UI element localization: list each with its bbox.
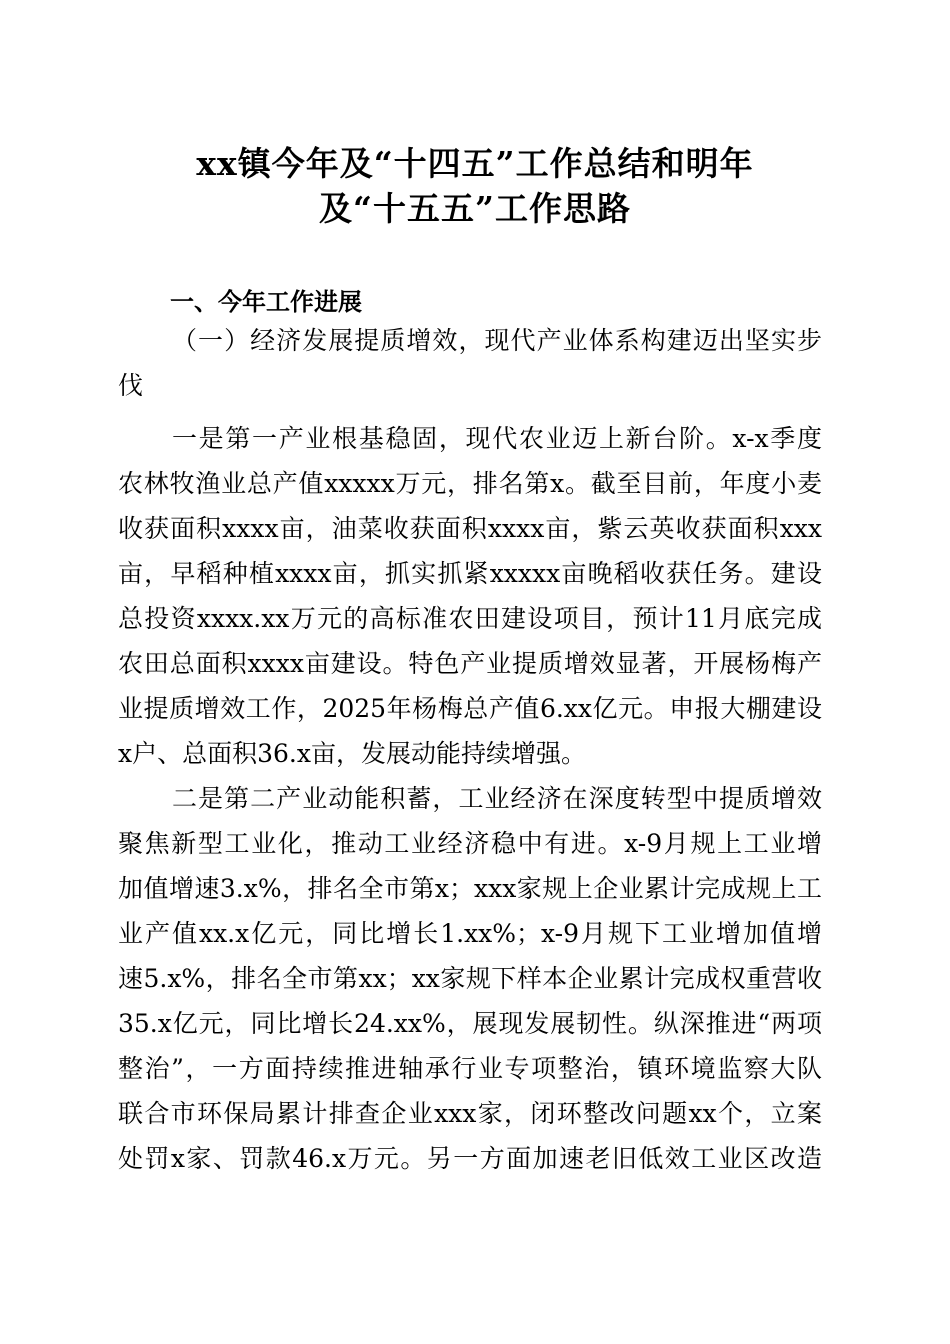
subheading-line-2: 伐 xyxy=(118,371,144,400)
paragraph-line: 农林牧渔业总产值xxxxx万元，排名第x。截至目前，年度小麦 xyxy=(118,469,822,498)
paragraph-line: 亩，早稻种植xxxx亩，抓实抓紧xxxxx亩晚稻收获任务。建设 xyxy=(118,559,822,588)
title-line-1: xx镇今年及“十四五”工作总结和明年 xyxy=(196,144,754,183)
paragraph-line: 整治”，一方面持续推进轴承行业专项整治，镇环境监察大队 xyxy=(118,1054,822,1083)
paragraph-line: 聚焦新型工业化，推动工业经济稳中有进。x-9月规上工业增 xyxy=(118,829,822,858)
paragraph-line: 处罚x家、罚款46.x万元。另一方面加速老旧低效工业区改造 xyxy=(118,1144,822,1173)
paragraph-line: 一是第一产业根基稳固，现代农业迈上新台阶。x-x季度 xyxy=(172,424,822,453)
paragraph-line: 业产值xx.x亿元，同比增长1.xx%；x-9月规下工业增加值增 xyxy=(118,919,822,948)
paragraph-line: 收获面积xxxx亩，油菜收获面积xxxx亩，紫云英收获面积xxx xyxy=(118,514,822,543)
paragraph-line: 总投资xxxx.xx万元的高标准农田建设项目，预计11月底完成 xyxy=(118,604,822,633)
paragraph-line: 联合市环保局累计排查企业xxx家，闭环整改问题xx个，立案 xyxy=(118,1099,822,1128)
paragraph-line: 速5.x%，排名全市第xx；xx家规下样本企业累计完成权重营收 xyxy=(118,964,822,993)
subheading-line-1: （一）经济发展提质增效，现代产业体系构建迈出坚实步 xyxy=(172,326,822,355)
paragraph-line: 农田总面积xxxx亩建设。特色产业提质增效显著，开展杨梅产 xyxy=(118,649,822,678)
paragraph-line: 35.x亿元，同比增长24.xx%，展现发展韧性。纵深推进“两项 xyxy=(118,1009,822,1038)
title-line-2: 及“十五五”工作思路 xyxy=(319,189,631,228)
paragraph-line: x户、总面积36.x亩，发展动能持续增强。 xyxy=(118,739,586,768)
paragraph-line: 二是第二产业动能积蓄，工业经济在深度转型中提质增效 xyxy=(172,784,822,813)
section-heading: 一、今年工作进展 xyxy=(170,288,362,316)
paragraph-line: 业提质增效工作，2025年杨梅总产值6.xx亿元。申报大棚建设 xyxy=(118,694,822,723)
paragraph-line: 加值增速3.x%，排名全市第x；xxx家规上企业累计完成规上工 xyxy=(118,874,822,903)
